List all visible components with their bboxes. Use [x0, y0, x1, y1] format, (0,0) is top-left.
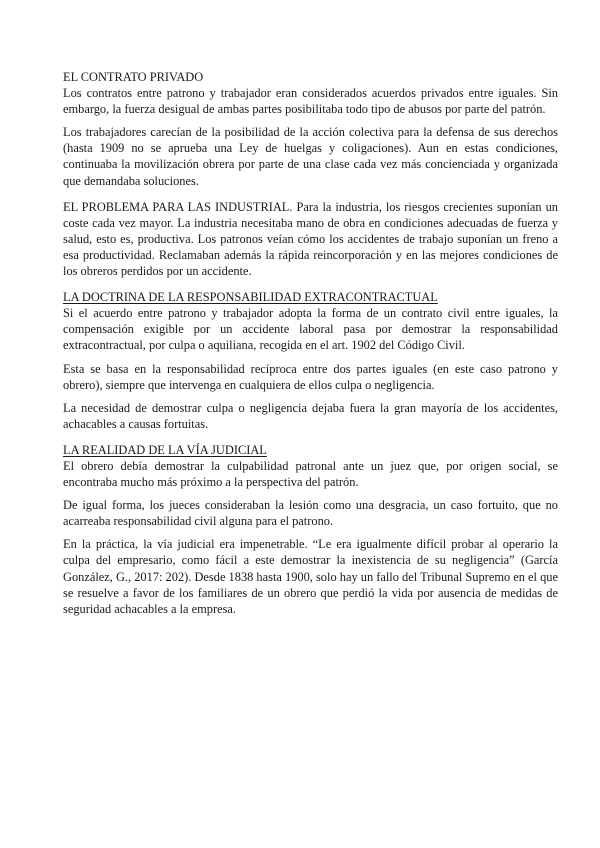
paragraph: La necesidad de demostrar culpa o negligencia dejaba fuera la gran mayoría de los accidentes, achacables a causas fortuitas.: [63, 400, 558, 431]
section-doctrina-responsabilidad: [63, 289, 558, 432]
paragraph: Si el acuerdo entre patrono y trabajador adopta la forma de un contrato civil entre iguales, la compensación exigible por un accidente laboral pasa por demostrar la responsabilidad extracontractual, por culpa o aquiliana, recogida en el art. 1902 del Código Civil.: [63, 306, 558, 353]
paragraph: El obrero debía demostrar la culpabilidad patronal ante un juez que, por origen social, se encontraba mucho más próximo a la perspectiva del patrón.: [63, 458, 558, 490]
section-via-judicial: [63, 442, 558, 617]
paragraph: Los trabajadores carecían de la posibilidad de la acción colectiva para la defensa de sus derechos (hasta 1909 no se aprueba una Ley de huelgas y coligaciones). Aun en estas condiciones, continuaba la movilización obrera por parte de una clase cada vez más concienciada y organizada que demandaba soluciones.: [63, 125, 558, 188]
paragraph: [63, 199, 558, 279]
paragraph: Esta se basa en la responsabilidad recíproca entre dos partes iguales (en este caso patrono y obrero), siempre que intervenga en cualquiera de ellos culpa o negligencia.: [63, 361, 558, 392]
inline-paragraph-text: . Para la industria, los riesgos crecientes suponían un coste cada vez mayor. La industria necesitaba mano de obra en condiciones adecuadas de fuerza y salud, esto es, productiva. Los patronos veían cómo los accidentes de trabajo suponían un freno a esa productividad. Reclamaban además la rápida reincorporación y en las mejores condiciones de los obreros perdidos por un accidente.: [63, 199, 558, 279]
section-contrato-privado: [63, 69, 558, 189]
paragraph: Los contratos entre patrono y trabajador eran considerados acuerdos privados entre iguales. Sin embargo, la fuerza desigual de ambas partes posibilitaba todo tipo de abusos por parte del patrón.: [63, 86, 558, 117]
section-problema-industrial: [63, 199, 558, 279]
document-page: [63, 69, 558, 627]
section-heading: LA DOCTRINA DE LA RESPONSABILIDAD EXTRACONTRACTUAL: [63, 290, 438, 305]
section-heading: EL CONTRATO PRIVADO: [63, 70, 204, 84]
section-heading: LA REALIDAD DE LA VÍA JUDICIAL: [63, 442, 267, 457]
paragraph: En la práctica, la vía judicial era impenetrable. “Le era igualmente difícil probar al operario la culpa del empresario, como fácil a este demostrar la inexistencia de su negligencia” (García González, G., 2017: 202). Desde 1838 hasta 1900, solo hay un fallo del Tribunal Supremo en el que se resuelve a favor de los familiares de un obrero que perdió la vida por ausencia de medidas de seguridad achacables a la empresa.: [63, 537, 558, 616]
paragraph: De igual forma, los jueces consideraban la lesión como una desgracia, un caso fortuito, que no acarreaba responsabilidad civil alguna para el patrono.: [63, 498, 558, 529]
inline-section-heading: EL PROBLEMA PARA LAS INDUSTRIAL: [63, 199, 290, 214]
